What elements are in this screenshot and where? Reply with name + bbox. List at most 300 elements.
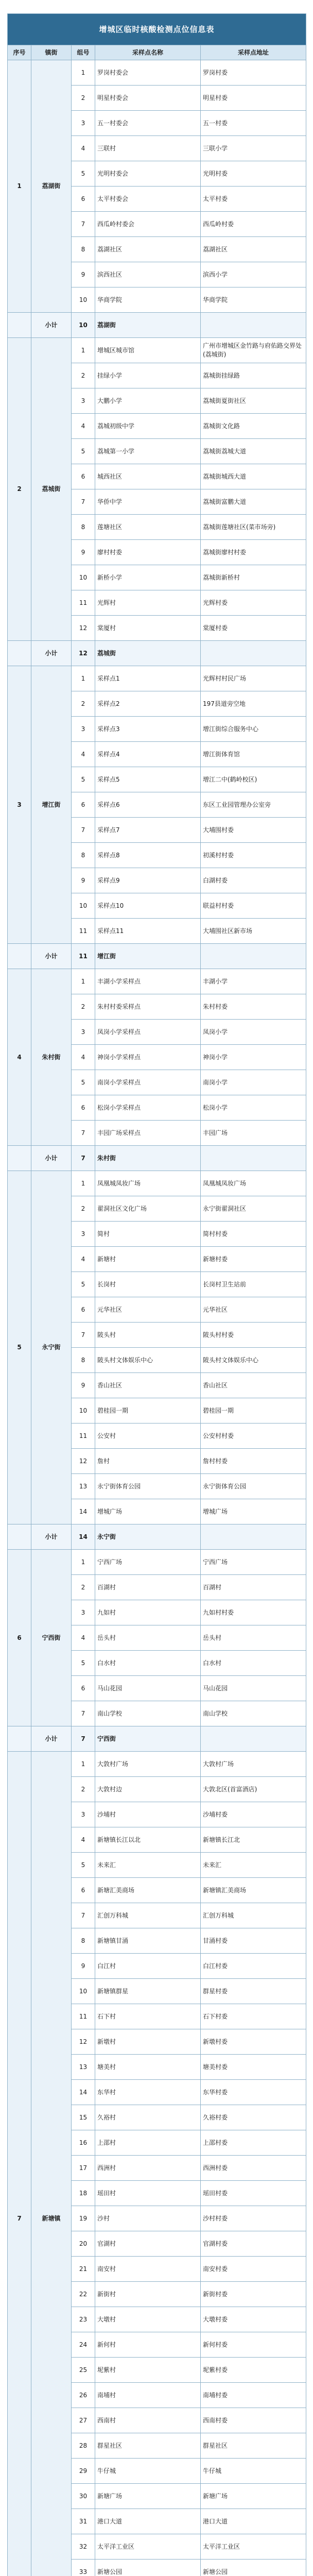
row-site-address: 新塘镇汇美商场: [201, 1878, 306, 1903]
row-site-address: 增江街体育馆: [201, 742, 306, 767]
row-group-no: 4: [72, 1247, 95, 1272]
row-group-no: 2: [72, 691, 95, 717]
subtotal-seq: [8, 1726, 31, 1752]
row-group-no: 6: [72, 792, 95, 818]
row-site-name: 采样点1: [95, 666, 201, 691]
header-site-name: 采样点名称: [95, 45, 201, 60]
row-group-no: 7: [72, 818, 95, 843]
row-group-no: 11: [72, 590, 95, 616]
row-group-no: 5: [72, 1070, 95, 1095]
row-site-address: 元华社区: [201, 1297, 306, 1323]
row-site-name: 新桥小学: [95, 565, 201, 590]
test-site-table: [7, 13, 306, 2576]
row-group-no: 10: [72, 1398, 95, 1423]
row-group-no: 11: [72, 919, 95, 944]
row-site-name: 大敦村广场: [95, 1752, 201, 1777]
row-site-name: 群星社区: [95, 2433, 201, 2459]
row-town: 荔城街: [31, 338, 72, 641]
row-group-no: 21: [72, 2257, 95, 2282]
row-group-no: 6: [72, 1095, 95, 1121]
row-group-no: 7: [72, 489, 95, 515]
row-site-name: 采样点6: [95, 792, 201, 818]
table-row: [8, 969, 306, 994]
row-site-name: 上邵村: [95, 2130, 201, 2156]
subtotal-seq: [8, 1146, 31, 1171]
row-site-name: 荔湖社区: [95, 237, 201, 262]
row-site-name: 三联村: [95, 136, 201, 161]
row-site-name: 朱村村委采样点: [95, 994, 201, 1020]
row-group-no: 8: [72, 515, 95, 540]
subtotal-label: 小计: [31, 313, 72, 338]
row-group-no: 14: [72, 1499, 95, 1524]
row-group-no: 26: [72, 2383, 95, 2408]
row-site-address: 联益村村委: [201, 893, 306, 919]
row-group-no: 7: [72, 1701, 95, 1726]
subtotal-blank: [201, 641, 306, 666]
row-site-address: 明星村委: [201, 86, 306, 111]
row-site-address: 公安村村委: [201, 1423, 306, 1449]
row-group-no: 30: [72, 2484, 95, 2509]
row-group-no: 11: [72, 2004, 95, 2029]
header-site-address: 采样点地址: [201, 45, 306, 60]
row-site-address: 香山社区: [201, 1373, 306, 1398]
row-site-address: 陂头村文体娱乐中心: [201, 1348, 306, 1373]
row-group-no: 12: [72, 2029, 95, 2055]
row-group-no: 6: [72, 187, 95, 212]
row-site-address: 陂头村村委: [201, 1323, 306, 1348]
row-group-no: 10: [72, 893, 95, 919]
row-site-address: 五一村委: [201, 111, 306, 136]
row-site-address: 初溪村村委: [201, 843, 306, 868]
row-site-address: 坭紫村委: [201, 2358, 306, 2383]
row-site-name: 陂头村: [95, 1323, 201, 1348]
row-site-address: 西南村委: [201, 2408, 306, 2433]
row-site-name: 南岗小学采样点: [95, 1070, 201, 1095]
row-site-address: 永宁街翟洞社区: [201, 1196, 306, 1222]
row-site-address: 大埔围社区新市场: [201, 919, 306, 944]
header-seq: 序号: [8, 45, 31, 60]
row-site-name: 采样点9: [95, 868, 201, 893]
row-site-name: 荔城第一小学: [95, 439, 201, 464]
row-site-name: 罗岗村委会: [95, 60, 201, 86]
row-site-address: 丰湖小学: [201, 969, 306, 994]
row-group-no: 18: [72, 2181, 95, 2206]
row-group-no: 4: [72, 414, 95, 439]
row-site-name: 太平村委会: [95, 187, 201, 212]
row-site-name: 华商学院: [95, 287, 201, 313]
subtotal-blank: [201, 1726, 306, 1752]
row-group-no: 6: [72, 1297, 95, 1323]
row-site-address: 增江街综合服务中心: [201, 717, 306, 742]
row-group-no: 3: [72, 717, 95, 742]
row-site-address: 光辉村委: [201, 590, 306, 616]
row-group-no: 1: [72, 1171, 95, 1196]
row-site-address: 上邵村委: [201, 2130, 306, 2156]
row-site-address: 滨西小学: [201, 262, 306, 287]
row-group-no: 5: [72, 767, 95, 792]
row-site-name: 港口大道: [95, 2509, 201, 2534]
row-site-name: 白江村: [95, 1954, 201, 1979]
row-group-no: 3: [72, 111, 95, 136]
row-site-name: 廖村村委: [95, 540, 201, 565]
row-site-name: 汇创万科城: [95, 1903, 201, 1928]
row-site-address: 太平村委: [201, 187, 306, 212]
subtotal-seq: [8, 1524, 31, 1550]
row-group-no: 1: [72, 338, 95, 363]
table-row: [8, 338, 306, 363]
row-site-name: 凤凰城凤妆广场: [95, 1171, 201, 1196]
row-group-no: 4: [72, 136, 95, 161]
row-group-no: 29: [72, 2459, 95, 2484]
row-site-address: 塘美村委: [201, 2055, 306, 2080]
row-group-no: 23: [72, 2307, 95, 2332]
row-site-address: 光明村委: [201, 161, 306, 187]
row-group-no: 8: [72, 1928, 95, 1954]
row-site-address: 简村村委: [201, 1222, 306, 1247]
row-site-address: 长岗村卫生站前: [201, 1272, 306, 1297]
row-group-no: 2: [72, 1575, 95, 1600]
row-group-no: 2: [72, 1196, 95, 1222]
row-site-address: 东区工业园管理办公室旁: [201, 792, 306, 818]
row-seq: 5: [8, 1171, 31, 1524]
row-site-name: 未来汇: [95, 1853, 201, 1878]
row-site-address: 甘涌村委: [201, 1928, 306, 1954]
row-group-no: 5: [72, 439, 95, 464]
row-group-no: 20: [72, 2231, 95, 2257]
row-site-name: 棠厦村: [95, 616, 201, 641]
row-site-address: 广州市增城区金竹路与府佑路交界处(荔城街): [201, 338, 306, 363]
row-site-address: 永宁街体育公园: [201, 1474, 306, 1499]
row-site-address: 白水村: [201, 1651, 306, 1676]
row-group-no: 33: [72, 2560, 95, 2576]
row-site-address: 荔城街城西大道: [201, 464, 306, 489]
row-group-no: 7: [72, 1121, 95, 1146]
row-group-no: 8: [72, 237, 95, 262]
row-site-address: 荔城街新桥村: [201, 565, 306, 590]
row-site-address: 神岗小学: [201, 1045, 306, 1070]
row-site-address: 棠厦村委: [201, 616, 306, 641]
row-site-name: 永宁街体育公园: [95, 1474, 201, 1499]
row-group-no: 3: [72, 1222, 95, 1247]
row-group-no: 15: [72, 2105, 95, 2130]
row-group-no: 32: [72, 2534, 95, 2560]
row-site-address: 南埔村委: [201, 2383, 306, 2408]
row-site-name: 新塘村: [95, 1247, 201, 1272]
row-group-no: 3: [72, 1802, 95, 1827]
row-site-address: 新塘广场: [201, 2484, 306, 2509]
row-group-no: 9: [72, 868, 95, 893]
row-group-no: 4: [72, 1827, 95, 1853]
row-site-address: 凤岗小学: [201, 1020, 306, 1045]
row-site-name: 五一村委会: [95, 111, 201, 136]
row-site-name: 简村: [95, 1222, 201, 1247]
row-site-name: 石下村: [95, 2004, 201, 2029]
row-group-no: 9: [72, 540, 95, 565]
row-group-no: 7: [72, 1323, 95, 1348]
row-group-no: 5: [72, 1272, 95, 1297]
row-group-no: 1: [72, 969, 95, 994]
row-site-name: 凤岗小学采样点: [95, 1020, 201, 1045]
row-site-address: 荔湖社区: [201, 237, 306, 262]
row-site-name: 新塘镇甘涌: [95, 1928, 201, 1954]
subtotal-count: 14: [72, 1524, 95, 1550]
row-group-no: 19: [72, 2206, 95, 2231]
row-group-no: 31: [72, 2509, 95, 2534]
row-site-address: 未来汇: [201, 1853, 306, 1878]
row-group-no: 10: [72, 287, 95, 313]
row-site-name: 瑶田村: [95, 2181, 201, 2206]
row-group-no: 13: [72, 2055, 95, 2080]
row-group-no: 24: [72, 2332, 95, 2358]
row-site-address: 马山花园: [201, 1676, 306, 1701]
row-site-name: 新何村: [95, 2332, 201, 2358]
subtotal-seq: [8, 944, 31, 969]
row-site-address: 沙埔村委: [201, 1802, 306, 1827]
row-site-name: 新塘汇美商场: [95, 1878, 201, 1903]
row-site-address: 大敦北区(首富酒店): [201, 1777, 306, 1802]
row-site-name: 新街村: [95, 2282, 201, 2307]
row-site-address: 沙村村委: [201, 2206, 306, 2231]
row-site-name: 塘美村: [95, 2055, 201, 2080]
subtotal-row: [8, 944, 306, 969]
row-group-no: 11: [72, 1423, 95, 1449]
row-site-name: 西南村: [95, 2408, 201, 2433]
table-row: [8, 1171, 306, 1196]
row-site-name: 新塘镇长江以北: [95, 1827, 201, 1853]
table-body: [8, 60, 306, 2576]
row-site-address: 凤凰城凤妆广场: [201, 1171, 306, 1196]
row-site-name: 采样点5: [95, 767, 201, 792]
subtotal-label: 小计: [31, 944, 72, 969]
row-site-name: 公安村: [95, 1423, 201, 1449]
row-site-name: 松岗小学采样点: [95, 1095, 201, 1121]
row-group-no: 8: [72, 1348, 95, 1373]
subtotal-row: [8, 1146, 306, 1171]
row-town: 增江街: [31, 666, 72, 944]
row-site-name: 挂绿小学: [95, 363, 201, 388]
row-group-no: 8: [72, 843, 95, 868]
row-site-name: 采样点11: [95, 919, 201, 944]
row-seq: 3: [8, 666, 31, 944]
row-site-address: 荔城街富鹏大道: [201, 489, 306, 515]
header-town: 镇街: [31, 45, 72, 60]
row-site-address: 荔城街夏街社区: [201, 388, 306, 414]
row-site-address: 南山学校: [201, 1701, 306, 1726]
row-group-no: 17: [72, 2156, 95, 2181]
row-seq: 6: [8, 1550, 31, 1726]
row-site-name: 东华村: [95, 2080, 201, 2105]
row-site-address: 宁西广场: [201, 1550, 306, 1575]
row-site-name: 元华社区: [95, 1297, 201, 1323]
row-group-no: 1: [72, 60, 95, 86]
row-site-address: 西洲村委: [201, 2156, 306, 2181]
row-site-address: 东华村委: [201, 2080, 306, 2105]
row-town: 荔湖街: [31, 60, 72, 313]
row-site-name: 南山学校: [95, 1701, 201, 1726]
row-site-address: 碧桂园一期: [201, 1398, 306, 1423]
table-row: [8, 60, 306, 86]
subtotal-label: 小计: [31, 641, 72, 666]
row-site-name: 华侨中学: [95, 489, 201, 515]
row-site-address: 新何村委: [201, 2332, 306, 2358]
row-site-name: 香山社区: [95, 1373, 201, 1398]
row-site-name: 马山花园: [95, 1676, 201, 1701]
subtotal-town: 朱村街: [95, 1146, 201, 1171]
row-site-name: 采样点4: [95, 742, 201, 767]
row-site-name: 太平洋工业区: [95, 2534, 201, 2560]
row-site-name: 南埔村: [95, 2383, 201, 2408]
row-site-name: 增城区城市馆: [95, 338, 201, 363]
row-site-address: 罗岗村委: [201, 60, 306, 86]
row-site-name: 新塘广场: [95, 2484, 201, 2509]
row-site-name: 大敦村边: [95, 1777, 201, 1802]
row-site-name: 沙村: [95, 2206, 201, 2231]
table-row: [8, 1550, 306, 1575]
row-site-name: 西瓜岭村委会: [95, 212, 201, 237]
subtotal-town: 荔城街: [95, 641, 201, 666]
row-site-name: 詹村: [95, 1449, 201, 1474]
row-site-address: 港口大道: [201, 2509, 306, 2534]
row-site-address: 华商学院: [201, 287, 306, 313]
row-site-address: 光辉村村民广场: [201, 666, 306, 691]
row-site-address: 松岗小学: [201, 1095, 306, 1121]
row-site-name: 城西社区: [95, 464, 201, 489]
row-group-no: 10: [72, 565, 95, 590]
table-header: [8, 45, 306, 60]
subtotal-label: 小计: [31, 1726, 72, 1752]
row-group-no: 5: [72, 1853, 95, 1878]
row-town: 宁西街: [31, 1550, 72, 1726]
row-site-address: 朱村村委: [201, 994, 306, 1020]
row-site-address: 新街村委: [201, 2282, 306, 2307]
row-group-no: 6: [72, 1878, 95, 1903]
row-seq: 4: [8, 969, 31, 1146]
row-site-address: 汇创万科城: [201, 1903, 306, 1928]
row-site-address: 荔城街文化路: [201, 414, 306, 439]
row-site-address: 群星村委: [201, 1979, 306, 2004]
row-seq: 1: [8, 60, 31, 313]
row-site-name: 长岗村: [95, 1272, 201, 1297]
row-group-no: 4: [72, 1045, 95, 1070]
row-site-address: 南岗小学: [201, 1070, 306, 1095]
row-site-name: 采样点8: [95, 843, 201, 868]
row-group-no: 9: [72, 1954, 95, 1979]
row-site-address: 牛仔城: [201, 2459, 306, 2484]
row-site-address: 詹村村委: [201, 1449, 306, 1474]
row-group-no: 1: [72, 1752, 95, 1777]
row-group-no: 22: [72, 2282, 95, 2307]
row-site-address: 大墩村委: [201, 2307, 306, 2332]
row-site-name: 官湖村: [95, 2231, 201, 2257]
row-site-address: 三联小学: [201, 136, 306, 161]
subtotal-count: 10: [72, 313, 95, 338]
row-site-address: 群星社区: [201, 2433, 306, 2459]
row-site-address: 大敦村广场: [201, 1752, 306, 1777]
row-group-no: 6: [72, 464, 95, 489]
row-site-address: 增城广场: [201, 1499, 306, 1524]
row-site-address: 岳头村: [201, 1625, 306, 1651]
row-group-no: 3: [72, 1600, 95, 1625]
row-site-name: 增城广场: [95, 1499, 201, 1524]
row-site-name: 南安村: [95, 2257, 201, 2282]
row-site-address: 丰园广场: [201, 1121, 306, 1146]
subtotal-row: [8, 1524, 306, 1550]
row-site-name: 白水村: [95, 1651, 201, 1676]
row-site-name: 采样点2: [95, 691, 201, 717]
subtotal-seq: [8, 641, 31, 666]
row-site-address: 石下村委: [201, 2004, 306, 2029]
row-site-name: 莲塘社区: [95, 515, 201, 540]
row-site-address: 荔城街莲塘社区(菜市场旁): [201, 515, 306, 540]
row-site-name: 荔城初级中学: [95, 414, 201, 439]
row-group-no: 2: [72, 994, 95, 1020]
subtotal-count: 11: [72, 944, 95, 969]
row-group-no: 25: [72, 2358, 95, 2383]
subtotal-town: 宁西街: [95, 1726, 201, 1752]
row-group-no: 14: [72, 2080, 95, 2105]
row-site-name: 陂头村文体娱乐中心: [95, 1348, 201, 1373]
row-group-no: 9: [72, 262, 95, 287]
row-site-name: 新墩村: [95, 2029, 201, 2055]
row-town: 朱村街: [31, 969, 72, 1146]
row-site-name: 大墩村: [95, 2307, 201, 2332]
row-group-no: 16: [72, 2130, 95, 2156]
row-site-address: 新墩村委: [201, 2029, 306, 2055]
row-group-no: 7: [72, 1903, 95, 1928]
subtotal-count: 7: [72, 1726, 95, 1752]
row-site-name: 宁西广场: [95, 1550, 201, 1575]
row-site-name: 西洲村: [95, 2156, 201, 2181]
row-site-name: 翟洞社区文化广场: [95, 1196, 201, 1222]
row-group-no: 5: [72, 1651, 95, 1676]
row-group-no: 9: [72, 1373, 95, 1398]
subtotal-row: [8, 1726, 306, 1752]
row-site-address: 荔城街挂绿路: [201, 363, 306, 388]
row-group-no: 10: [72, 1979, 95, 2004]
row-site-address: 新塘村委: [201, 1247, 306, 1272]
subtotal-row: [8, 313, 306, 338]
row-group-no: 1: [72, 1550, 95, 1575]
subtotal-town: 增江街: [95, 944, 201, 969]
subtotal-count: 7: [72, 1146, 95, 1171]
row-site-address: 久裕村委: [201, 2105, 306, 2130]
row-site-name: 采样点3: [95, 717, 201, 742]
subtotal-count: 12: [72, 641, 95, 666]
row-group-no: 13: [72, 1474, 95, 1499]
row-site-address: 新塘公园: [201, 2560, 306, 2576]
row-site-address: 197县道旁空地: [201, 691, 306, 717]
row-site-address: 大埔围村委: [201, 818, 306, 843]
row-site-address: 瑶田村委: [201, 2181, 306, 2206]
row-site-address: 白湖村委: [201, 868, 306, 893]
row-site-name: 光辉村: [95, 590, 201, 616]
row-site-name: 丰湖小学采样点: [95, 969, 201, 994]
row-site-address: 荔城街廖村村委: [201, 540, 306, 565]
row-site-address: 西瓜岭村委: [201, 212, 306, 237]
row-site-name: 坭紫村: [95, 2358, 201, 2383]
row-group-no: 4: [72, 1625, 95, 1651]
row-group-no: 4: [72, 742, 95, 767]
row-site-name: 新塘镇群星: [95, 1979, 201, 2004]
row-group-no: 12: [72, 1449, 95, 1474]
table-title: 增城区临时核酸检测点位信息表: [7, 13, 306, 45]
row-group-no: 2: [72, 363, 95, 388]
row-site-name: 丰园广场采样点: [95, 1121, 201, 1146]
subtotal-town: 荔湖街: [95, 313, 201, 338]
subtotal-blank: [201, 313, 306, 338]
subtotal-label: 小计: [31, 1146, 72, 1171]
row-site-address: 荔城街荔城大道: [201, 439, 306, 464]
